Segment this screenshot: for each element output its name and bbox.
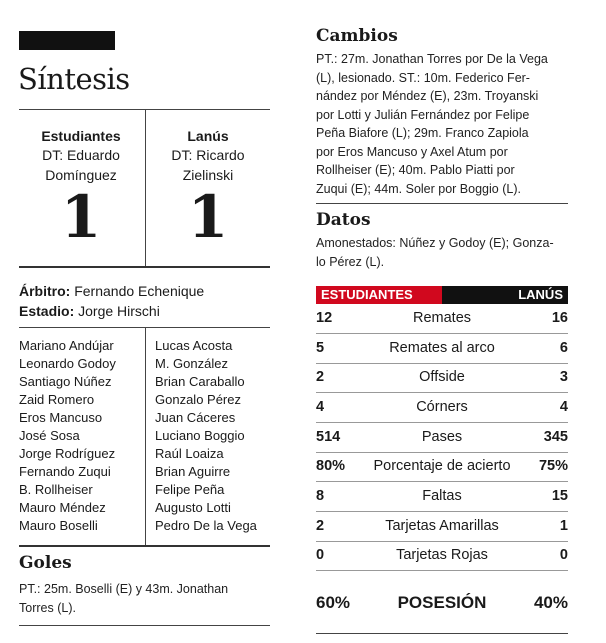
home-team-block bbox=[19, 127, 143, 251]
list-item: Mauro Boselli bbox=[19, 518, 98, 533]
possession-row bbox=[316, 593, 568, 613]
stats-header bbox=[316, 286, 568, 304]
stat-label: Tarjetas Amarillas bbox=[385, 518, 499, 535]
stat-away-value: 4 bbox=[559, 399, 568, 416]
table-row bbox=[316, 393, 568, 423]
possession-label: POSESIÓN bbox=[397, 593, 487, 612]
list-item: Felipe Peña bbox=[155, 482, 225, 497]
stadium-line bbox=[19, 301, 160, 321]
home-team-name: Estudiantes bbox=[41, 128, 121, 144]
goals-line: PT.: 25m. Boselli (E) y 43m. Jonathan bbox=[19, 582, 229, 596]
list-item: Mariano Andújar bbox=[19, 338, 114, 353]
list-item: Fernando Zuqui bbox=[19, 464, 111, 479]
stat-label: Remates al arco bbox=[389, 340, 495, 357]
away-coach-line2: Zielinski bbox=[182, 167, 234, 183]
divider bbox=[316, 203, 568, 204]
stat-label: Offside bbox=[419, 369, 465, 386]
table-row bbox=[316, 423, 568, 453]
stat-away-value: 6 bbox=[559, 340, 568, 357]
list-item: B. Rollheiser bbox=[19, 482, 93, 497]
possession-home-value: 60% bbox=[316, 593, 351, 612]
stat-away-value: 0 bbox=[559, 547, 568, 564]
list-item: Mauro Méndez bbox=[19, 500, 106, 515]
list-item: Brian Caraballo bbox=[155, 374, 245, 389]
away-team-block bbox=[146, 127, 270, 251]
data-text bbox=[316, 234, 572, 271]
changes-line: por Lotti y Julián Fernández por Felipe bbox=[316, 107, 530, 122]
changes-line: (L), lesionado. ST.: 10m. Federico Fer- bbox=[316, 70, 530, 85]
section-marker-bar bbox=[19, 31, 115, 50]
stat-home-value: 5 bbox=[316, 340, 325, 357]
stat-label: Faltas bbox=[422, 488, 462, 505]
stats-home-label: ESTUDIANTES bbox=[316, 286, 442, 304]
stat-label: Tarjetas Rojas bbox=[396, 547, 488, 564]
stat-label: Porcentaje de acierto bbox=[373, 458, 511, 475]
stat-home-value: 2 bbox=[316, 518, 325, 535]
list-item: Zaid Romero bbox=[19, 392, 95, 407]
stat-home-value: 8 bbox=[316, 488, 325, 505]
referee-label: Árbitro: bbox=[19, 283, 71, 299]
away-team-name: Lanús bbox=[187, 128, 229, 144]
referee-name: Fernando Echenique bbox=[74, 283, 205, 299]
away-coach-line1: DT: Ricardo bbox=[171, 147, 245, 163]
home-score: 1 bbox=[60, 183, 102, 251]
changes-line: nández por Méndez (E), 23m. Troyanski bbox=[316, 89, 539, 103]
changes-text bbox=[316, 50, 572, 198]
stats-away-label: LANÚS bbox=[442, 286, 568, 304]
data-title: Datos bbox=[316, 210, 371, 230]
table-row bbox=[316, 334, 568, 364]
away-lineup bbox=[155, 337, 257, 535]
stat-home-value: 514 bbox=[316, 429, 341, 446]
home-coach-line1: DT: Eduardo bbox=[42, 147, 120, 163]
list-item: Gonzalo Pérez bbox=[155, 392, 241, 407]
divider bbox=[19, 625, 270, 626]
table-row bbox=[316, 512, 568, 542]
stat-label: Córners bbox=[416, 399, 468, 416]
list-item: Santiago Núñez bbox=[19, 374, 112, 389]
divider bbox=[19, 266, 270, 268]
stat-away-value: 15 bbox=[551, 488, 568, 505]
list-item: M. González bbox=[155, 356, 228, 371]
goals-title: Goles bbox=[19, 553, 72, 573]
goals-text bbox=[19, 580, 270, 617]
list-item: Raúl Loaiza bbox=[155, 446, 224, 461]
page-title: Síntesis bbox=[18, 62, 130, 96]
divider bbox=[316, 633, 568, 634]
goals-line: Torres (L). bbox=[19, 600, 76, 615]
stat-home-value: 0 bbox=[316, 547, 325, 564]
stadium-label: Estadio: bbox=[19, 303, 75, 319]
table-row bbox=[316, 482, 568, 512]
stat-label: Pases bbox=[421, 429, 463, 446]
data-line: lo Pérez (L). bbox=[316, 254, 385, 269]
changes-line: Zuqui (E); 44m. Soler por Boggio (L). bbox=[316, 181, 521, 196]
list-item: Luciano Boggio bbox=[155, 428, 245, 443]
table-row bbox=[316, 304, 568, 334]
list-item: Brian Aguirre bbox=[155, 464, 231, 479]
table-row bbox=[316, 452, 568, 482]
list-item: Lucas Acosta bbox=[155, 338, 233, 353]
stat-home-value: 12 bbox=[316, 310, 333, 327]
changes-line: Rollheiser (E); 40m. Pablo Piatti por bbox=[316, 163, 515, 177]
list-item: Jorge Rodríguez bbox=[19, 446, 116, 461]
data-line: Amonestados: Núñez y Godoy (E); Gonza- bbox=[316, 236, 554, 250]
possession-away-value: 40% bbox=[533, 593, 568, 612]
list-item: José Sosa bbox=[19, 428, 80, 443]
changes-line: PT.: 27m. Jonathan Torres por De la Vega bbox=[316, 52, 548, 66]
list-item: Juan Cáceres bbox=[155, 410, 236, 425]
list-item: Augusto Lotti bbox=[155, 500, 231, 515]
divider bbox=[145, 328, 146, 545]
stat-label: Remates bbox=[412, 310, 472, 327]
stat-away-value: 75% bbox=[538, 458, 568, 475]
home-lineup bbox=[19, 337, 116, 535]
stat-home-value: 4 bbox=[316, 399, 325, 416]
table-row bbox=[316, 363, 568, 393]
stat-away-value: 1 bbox=[559, 518, 568, 535]
table-row bbox=[316, 541, 568, 571]
stat-away-value: 3 bbox=[559, 369, 568, 386]
stat-home-value: 2 bbox=[316, 369, 325, 386]
stat-home-value: 80% bbox=[316, 458, 346, 475]
changes-title: Cambios bbox=[316, 26, 398, 46]
home-coach-line2: Domínguez bbox=[45, 167, 117, 183]
list-item: Pedro De la Vega bbox=[155, 518, 257, 533]
changes-line: Peña Biafore (L); 29m. Franco Zapiola bbox=[316, 126, 529, 140]
stadium-name: Jorge Hirschi bbox=[78, 303, 160, 319]
away-score: 1 bbox=[187, 183, 229, 251]
changes-line: por Eros Mancuso y Axel Atum por bbox=[316, 144, 508, 159]
list-item: Leonardo Godoy bbox=[19, 356, 116, 371]
list-item: Eros Mancuso bbox=[19, 410, 103, 425]
divider bbox=[19, 545, 270, 547]
stat-away-value: 16 bbox=[551, 310, 568, 327]
referee-line bbox=[19, 281, 204, 301]
stat-away-value: 345 bbox=[543, 429, 568, 446]
